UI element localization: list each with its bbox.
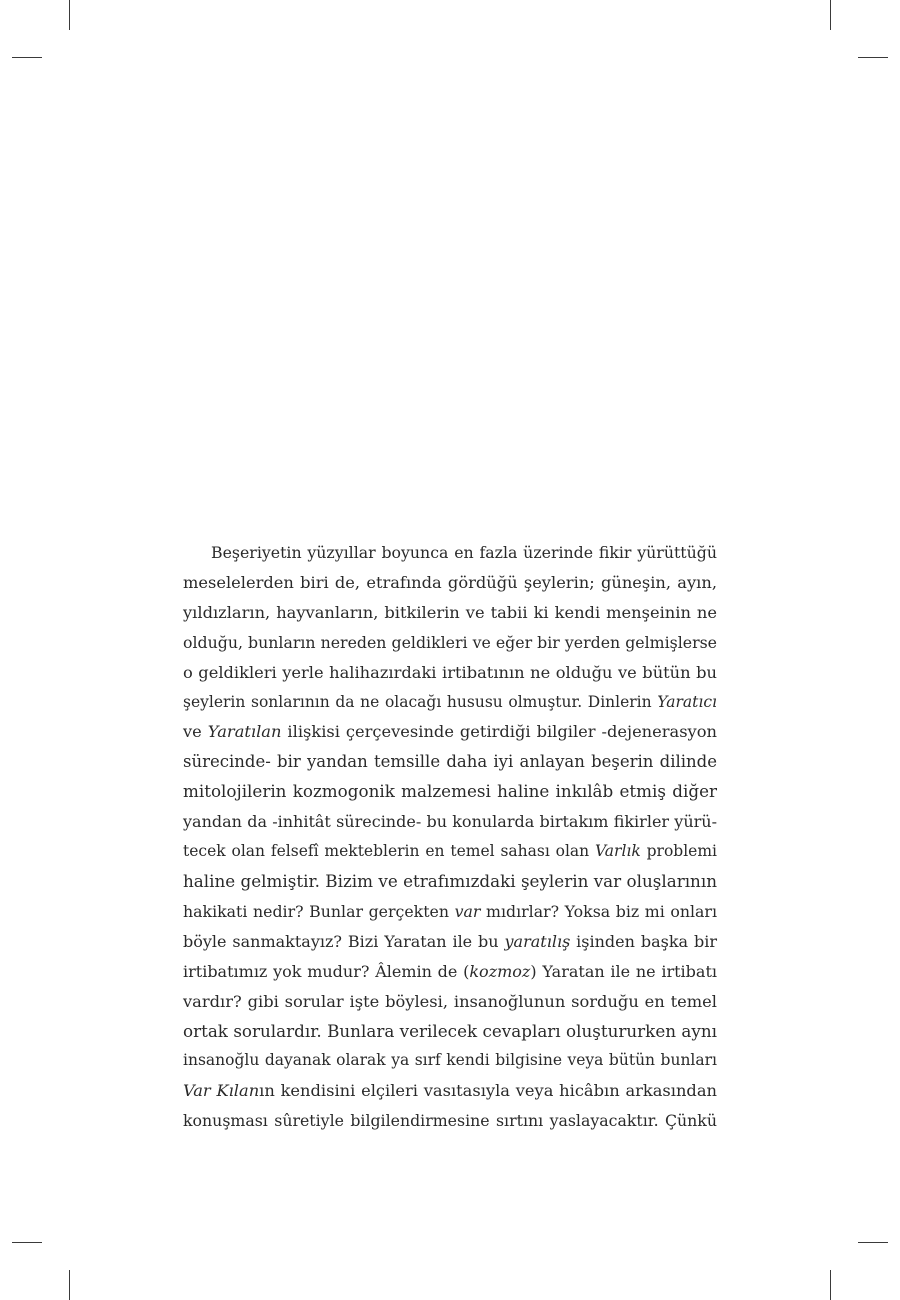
italic-term: Var Kılan: [183, 1081, 260, 1101]
text-line: [183, 1017, 717, 1047]
crop-mark-top-left: [69, 0, 70, 30]
text-segment: işinden başka bir: [570, 931, 717, 951]
text-segment: meselelerden biri de, etrafında gördüğü şeylerin; güneşin, ayın,: [183, 572, 717, 592]
text-segment: ortak sorulardır. Bunlara verilecek cevapları oluştururken aynı: [183, 1020, 717, 1041]
crop-mark-bottom-right-h: [858, 1242, 888, 1243]
italic-term: Varlık: [595, 842, 641, 861]
text-line: [183, 628, 717, 658]
text-line: [183, 957, 717, 987]
crop-mark-top-right: [830, 0, 831, 30]
crop-mark-top-right-h: [858, 57, 888, 58]
text-line: [183, 1106, 717, 1136]
text-segment: yandan da -inhitât sürecinde- bu konularda birtakım fikirler yürü-: [183, 812, 717, 832]
text-segment: irtibatımız yok mudur? Âlemin de (: [183, 961, 470, 981]
text-segment: o geldikleri yerle halihazırdaki irtibatının ne olduğu ve bütün bu: [183, 662, 717, 682]
italic-term: Yaratıcı: [657, 692, 717, 711]
text-segment: tecek olan felsefî mekteblerin en temel sahası olan: [183, 842, 596, 861]
text-segment: insanoğlu dayanak olarak ya sırf kendi bilgisine veya bütün bunları: [183, 1051, 717, 1070]
text-line: [183, 897, 717, 927]
text-segment: olduğu, bunların nereden geldikleri ve eğer bir yerden gelmişlerse: [183, 632, 717, 652]
text-line: [183, 807, 717, 837]
text-segment: mıdırlar? Yoksa biz mi onları: [480, 901, 717, 921]
text-line: [183, 987, 717, 1017]
text-line: [183, 598, 717, 628]
text-line: [183, 658, 717, 688]
text-segment: hakikati nedir? Bunlar gerçekten: [183, 901, 455, 921]
text-line: [183, 837, 717, 867]
text-segment: konuşması sûretiyle bilgilendirmesine sırtını yaslayacaktır. Çünkü: [183, 1111, 717, 1131]
text-segment: problemi: [640, 842, 717, 861]
italic-term: var: [454, 901, 481, 921]
body-paragraph: [183, 538, 717, 1136]
italic-term: yaratılış: [504, 931, 571, 951]
text-line: [183, 1076, 717, 1106]
text-segment: vardır? gibi sorular işte böylesi, insanoğlunun sorduğu en temel: [183, 991, 717, 1011]
text-line: [183, 927, 717, 957]
text-segment: böyle sanmaktayız? Bizi Yaratan ile bu: [183, 931, 505, 951]
crop-mark-bottom-left: [69, 1270, 70, 1300]
text-line: [183, 568, 717, 598]
text-segment: haline gelmiştir. Bizim ve etrafımızdaki şeylerin var oluşlarının: [183, 870, 717, 891]
text-segment: sürecinde- bir yandan temsille daha iyi anlayan beşerin dilinde: [183, 752, 717, 772]
text-segment: ve: [183, 722, 208, 742]
text-segment: mitolojilerin kozmogonik malzemesi haline inkılâb etmiş diğer: [183, 781, 717, 802]
text-line: [183, 747, 717, 777]
text-line: [183, 867, 717, 897]
text-segment: ) Yaratan ile ne irtibatı: [530, 961, 717, 981]
crop-mark-top-left-h: [12, 57, 42, 58]
crop-mark-bottom-left-h: [12, 1242, 42, 1243]
text-segment: Beşeriyetin yüzyıllar boyunca en fazla üzerinde fikir yürüttüğü: [211, 543, 717, 562]
text-line: [183, 1046, 717, 1076]
text-line: [183, 538, 717, 568]
crop-mark-bottom-right: [830, 1270, 831, 1300]
italic-term: Yaratılan: [207, 722, 282, 742]
text-segment: yıldızların, hayvanların, bitkilerin ve tabii ki kendi menşeinin ne: [183, 602, 717, 622]
italic-term: kozmoz: [469, 961, 531, 981]
text-line: [183, 717, 717, 747]
text-line: [183, 777, 717, 807]
text-line: [183, 688, 717, 718]
text-segment: ın kendisini elçileri vasıtasıyla veya hicâbın arkasından: [259, 1081, 717, 1101]
text-segment: ilişkisi çerçevesinde getirdiği bilgiler -dejenerasyon: [281, 722, 717, 742]
text-segment: şeylerin sonlarının da ne olacağı hususu olmuştur. Dinlerin: [183, 692, 658, 711]
